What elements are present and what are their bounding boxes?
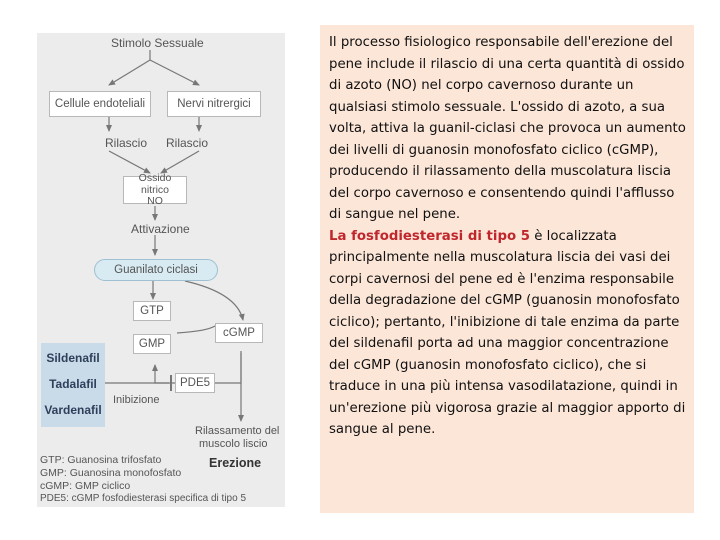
stimulus-label: Stimolo Sessuale xyxy=(111,36,204,50)
inhibition-label: Inibizione xyxy=(113,394,160,406)
gtp-box xyxy=(133,301,171,321)
explanation-text-panel xyxy=(320,25,694,513)
endothelial-cells-box xyxy=(49,91,151,117)
gtp-label: GTP xyxy=(140,304,164,317)
no-abbrev-label: NO xyxy=(147,194,163,207)
cgmp-label: cGMP xyxy=(223,326,255,339)
gmp-label: GMP xyxy=(138,337,166,350)
inhibitor-drugs-panel xyxy=(41,343,105,427)
tadalafil-label: Tadalafil xyxy=(49,377,97,391)
explanation-intro: Il processo fisiologico responsabile dell'erezione del pene include il rilascio di una certa quantità di ossido di azoto (NO) nel corpo cavernoso durante un qualsiasi stimolo sessuale. L'ossido di azoto, a sua volta, attiva la guanil-ciclasi che provoca un aumento dei livelli di guanosin monofosfato ciclico (cGMP), producendo il rilassamento della muscolatura liscia del corpo cavernoso e consentendo quindi l'afflusso di sangue nel pene. xyxy=(329,35,686,222)
activation-label: Attivazione xyxy=(131,222,190,236)
legend-gmp: GMP: Guanosina monofosfato xyxy=(40,467,182,479)
endothelial-cells-label: Cellule endoteliali xyxy=(54,97,146,110)
relaxation-line1: Rilassamento del xyxy=(195,425,280,437)
vardenafil-label: Vardenafil xyxy=(44,403,102,417)
erection-label: Erezione xyxy=(209,456,262,470)
release-right-label: Rilascio xyxy=(166,136,209,150)
nitric-oxide-box xyxy=(123,172,187,207)
pde5-highlight: La fosfodiesterasi di tipo 5 xyxy=(329,228,530,244)
legend-pde5: PDE5: cGMP fosfodiesterasi specifica di tipo 5 xyxy=(40,493,247,504)
nitrergic-nerves-label: Nervi nitrergici xyxy=(177,97,251,110)
sildenafil-label: Sildenafil xyxy=(46,351,100,365)
pde5-label: PDE5 xyxy=(179,376,211,389)
guanylate-cyclase-label: Guanilato ciclasi xyxy=(114,263,198,276)
pde5-box xyxy=(175,373,215,393)
nitric-oxide-label: Ossido nitrico xyxy=(138,172,172,196)
explanation-paragraph xyxy=(329,32,686,441)
mechanism-diagram xyxy=(37,33,285,507)
release-left-label: Rilascio xyxy=(105,136,148,150)
gmp-box xyxy=(133,334,171,354)
guanylate-cyclase-box xyxy=(94,259,218,281)
nitrergic-nerves-box xyxy=(167,91,261,117)
cgmp-box xyxy=(215,323,263,343)
explanation-continuation: è localizzata principalmente nella muscolatura liscia dei vasi dei corpi cavernosi del pene ed è l'enzima responsabile della degradazione del cGMP (guanosin monofosfato ciclico); pertanto, l'inibizione di tale enzima da parte del sildenafil porta ad una maggior concentrazione del cGMP (guanosin monofosfato ciclico), che si traduce in una più intensa vasodilatazione, quindi in un'erezione più vigorosa grazie al maggior apporto di sangue al pene. xyxy=(329,228,686,437)
relaxation-line2: muscolo liscio xyxy=(199,438,268,450)
legend-cgmp: cGMP: GMP ciclico xyxy=(40,480,131,492)
legend-gtp: GTP: Guanosina trifosfato xyxy=(40,454,162,466)
